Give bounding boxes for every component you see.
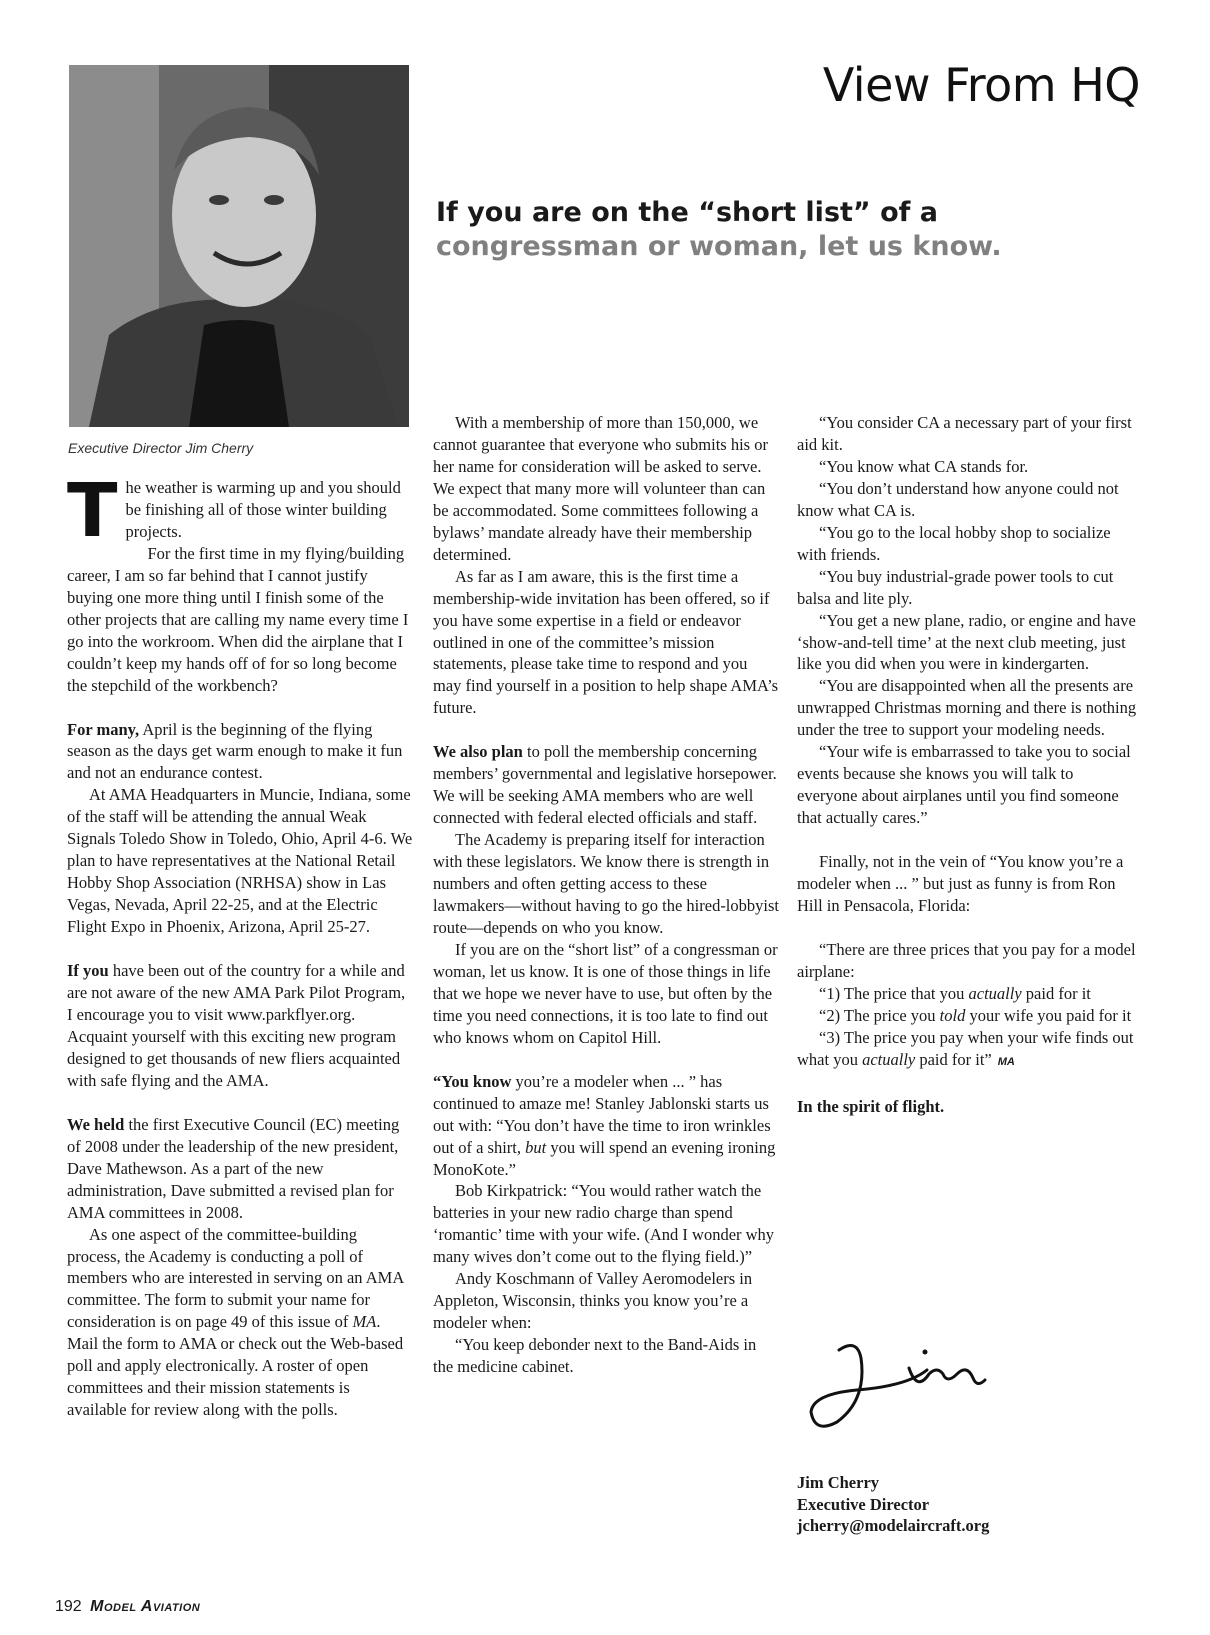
- paragraph: Andy Koschmann of Valley Aeromodelers in Appleton, Wisconsin, thinks you know you’re a modeler when:: [433, 1269, 753, 1333]
- list-item: “You are disappointed when all the presents are unwrapped Christmas morning and there is nothing under the tree to support your modeling needs.: [797, 676, 1137, 740]
- paragraph: For the first time in my flying/building career, I am so far behind that I cannot justify buying one more thing until I finish some of the other projects that are calling my name every time I go into the workroom. When did the airplane that I couldn’t keep my hands off of for so long become the stepchild of the workbench?: [67, 543, 409, 695]
- paragraph: Finally, not in the vein of “You know you’re a modeler when ... ” but just as funny is from Ron Hill in Pensacola, Florida:: [797, 852, 1124, 916]
- paragraph: We also plan to poll the membership concerning members’ governmental and legislative horsepower. We will be seeking AMA members who are well connected with federal elected officials and staff.: [433, 742, 777, 828]
- author-name: Jim Cherry: [797, 1473, 880, 1492]
- paragraph: As far as I am aware, this is the first time a membership-wide invitation has been offered, so if you have some expertise in a field or endeavor outlined in one of the committee’s mission statements, please take time to respond and you may find yourself in a position to help shape AMA’s future.: [433, 566, 779, 718]
- publication-name: Model Aviation: [90, 1598, 201, 1615]
- drop-cap: T: [67, 468, 118, 554]
- paragraph: With a membership of more than 150,000, we cannot guarantee that everyone who submits his or her name for consideration will be asked to serve. We expect that many more will volunteer than can be accommodated. Some committees following a bylaws’ mandate already have their membership determined.: [433, 413, 768, 564]
- article-column-2: [433, 412, 779, 1378]
- article-column-1: [67, 468, 413, 1421]
- list-item: “You buy industrial-grade power tools to cut balsa and lite ply.: [797, 566, 1114, 608]
- list-item: “You get a new plane, radio, or engine and have ‘show-and-tell time’ at the next club meeting, just like you did when you were in kindergarten.: [797, 610, 1136, 674]
- author-title: Executive Director: [797, 1494, 930, 1514]
- page-number: 192: [55, 1598, 82, 1615]
- article-column-3: [797, 412, 1137, 1118]
- headline: [436, 196, 1156, 264]
- paragraph: For many, April is the beginning of the flying season as the days get warm enough to make it fun and not an endurance contest.: [67, 719, 403, 783]
- paragraph: “You keep debonder next to the Band-Aids in the medicine cabinet.: [433, 1335, 757, 1377]
- author-photo: [69, 65, 409, 427]
- paragraph: “There are three prices that you pay for a model airplane:: [797, 939, 1136, 981]
- opening-paragraph: The weather is warming up and you should be finishing all of those winter building projects.: [67, 468, 401, 554]
- paragraph: The Academy is preparing itself for interaction with these legislators. We know there is strength in numbers and often getting access to these lawmakers—without having to go the hired-lobbyist route—depends on who you know.: [433, 830, 779, 937]
- list-item: “You know what CA stands for.: [819, 456, 1029, 476]
- list-item: “1) The price that you actually paid for it: [819, 983, 1091, 1003]
- list-item: “2) The price you told your wife you paid for it: [819, 1005, 1132, 1025]
- list-item: “You consider CA a necessary part of your first aid kit.: [797, 413, 1132, 454]
- paragraph: Bob Kirkpatrick: “You would rather watch the batteries in your new radio charge than spend ‘romantic’ time with your wife. (And I wonder why many wives don’t come out to the flying field.)”: [433, 1181, 775, 1267]
- list-item: “You don’t understand how anyone could not know what CA is.: [797, 478, 1119, 520]
- paragraph: If you are on the “short list” of a congressman or woman, let us know. It is one of those things in life that we hope we never have to use, but often by the time you need connections, it is too late to find out who knows whom on Capitol Hill.: [433, 939, 778, 1047]
- paragraph: We held the first Executive Council (EC) meeting of 2008 under the leadership of the new president, Dave Mathewson. As a part of the new administration, Dave submitted a revised plan for AMA committees in 2008.: [67, 1114, 400, 1222]
- paragraph: “You know you’re a modeler when ... ” has continued to amaze me! Stanley Jablonski starts us out with: “You don’t have the time to iron wrinkles out of a shirt, but you will spend an evening ironing MonoKote.”: [433, 1071, 776, 1179]
- handwritten-signature: [797, 1330, 987, 1440]
- headline-line-1: If you are on the “short list” of a: [436, 197, 938, 228]
- list-item: “You go to the local hobby shop to socialize with friends.: [797, 522, 1111, 564]
- headline-line-2: congressman or woman, let us know.: [436, 231, 1002, 262]
- paragraph: At AMA Headquarters in Muncie, Indiana, some of the staff will be attending the annual Weak Signals Toledo Show in Toledo, Ohio, April 4-6. We plan to have representatives at the National Retail Hobby Shop Association (NRHSA) show in Las Vegas, Nevada, April 22-25, and at the Electric Flight Expo in Phoenix, Arizona, April 25-27.: [67, 785, 413, 937]
- paragraph: As one aspect of the committee-building process, the Academy is conducting a poll of members who are interested in serving on an AMA committee. The form to submit your name for consideration is on page 49 of this issue of MA. Mail the form to AMA or check out the Web-based poll and apply electronically. A roster of open committees and their mission statements is available for review along with the polls.: [67, 1224, 404, 1420]
- signature-block: [797, 1472, 989, 1537]
- author-email: jcherry@modelaircraft.org: [797, 1516, 990, 1535]
- list-item: “Your wife is embarrassed to take you to social events because she knows you will talk to everyone about airplanes until you find someone that actually cares.”: [797, 742, 1131, 828]
- portrait-image: [69, 65, 409, 427]
- photo-caption: Executive Director Jim Cherry: [68, 440, 254, 456]
- paragraph: If you have been out of the country for a while and are not aware of the new AMA Park Pilot Program, I encourage you to visit www.parkflyer.org. Acquaint yourself with this exciting new program designed to get thousands of new fliers acquainted with safe flying and the AMA.: [67, 961, 406, 1090]
- page-footer: [55, 1598, 200, 1616]
- section-title: View From HQ: [822, 58, 1140, 112]
- end-mark: MA: [997, 1055, 1015, 1068]
- list-item: “3) The price you pay when your wife finds out what you actually paid for it” MA: [797, 1027, 1134, 1069]
- closing-line: In the spirit of flight.: [797, 1096, 945, 1116]
